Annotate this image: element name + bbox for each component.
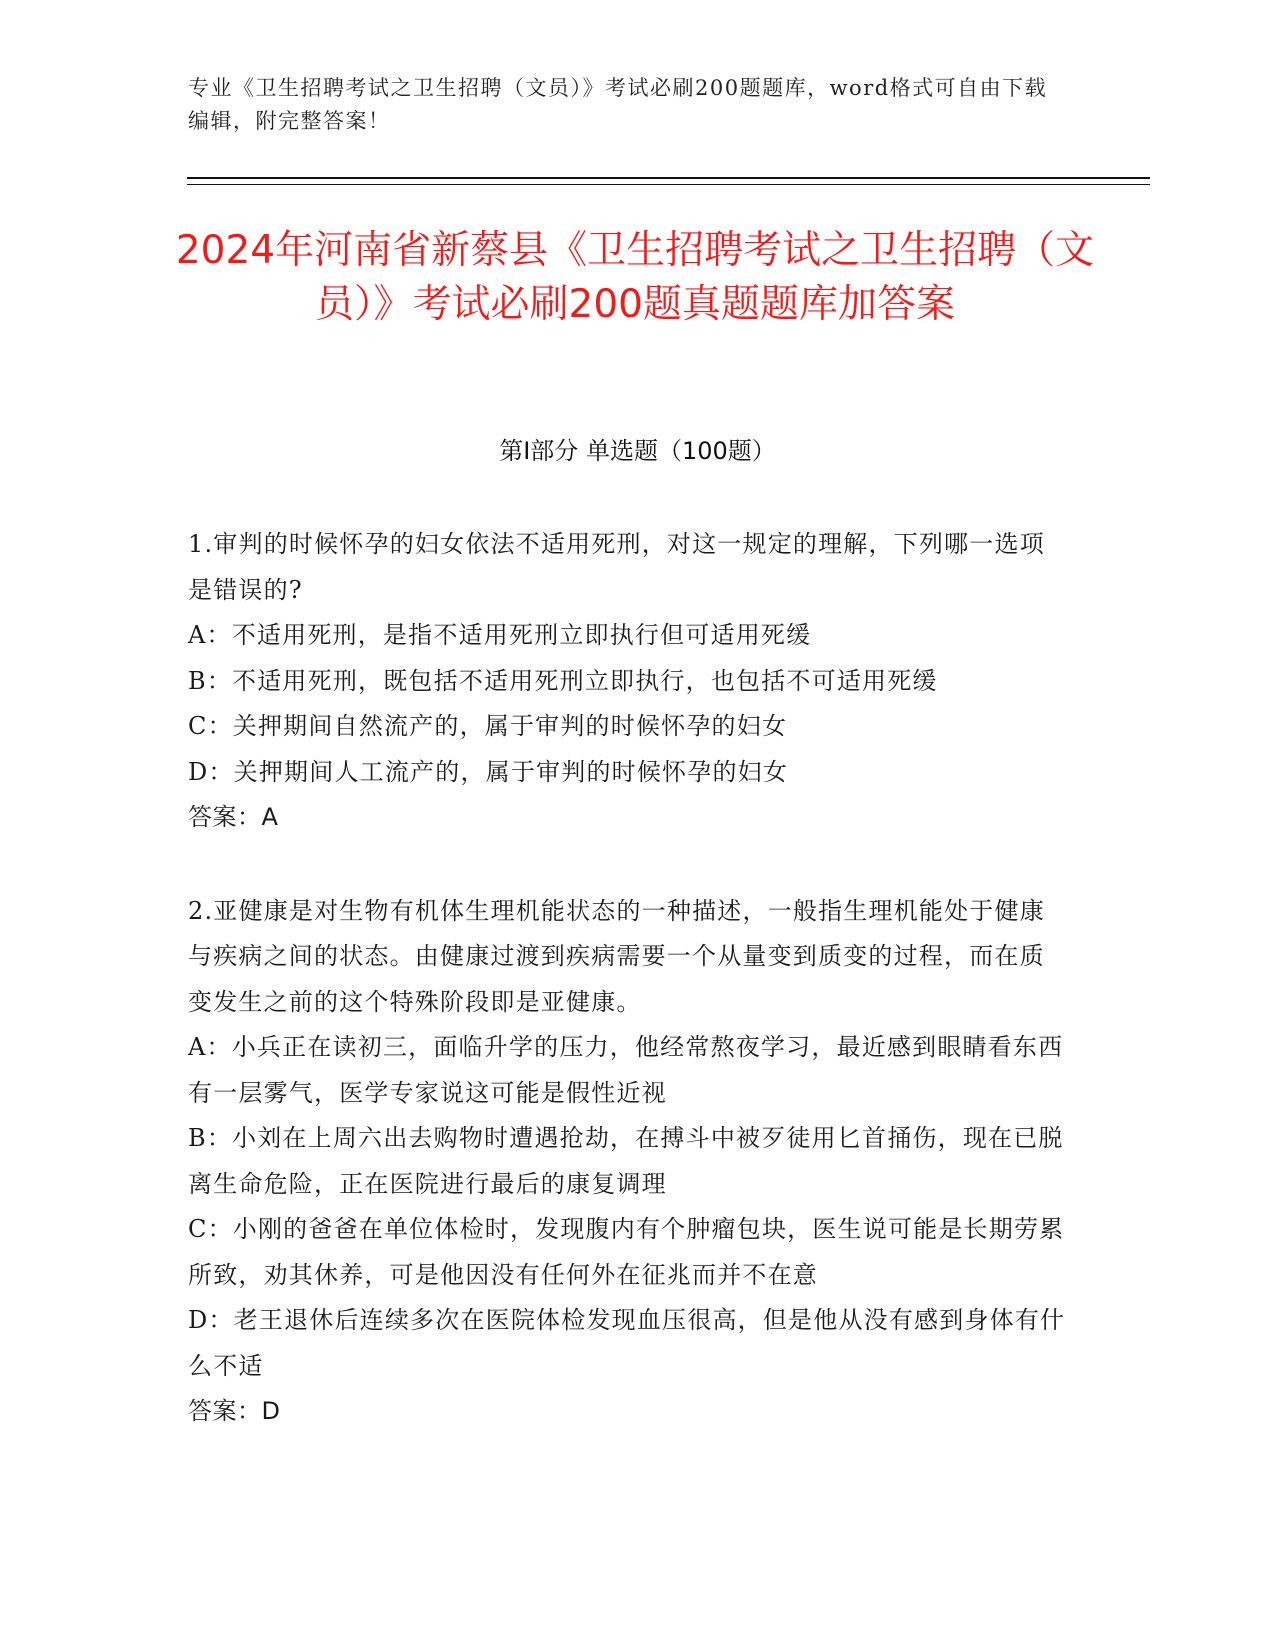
header-divider-thick — [187, 177, 1150, 179]
question-stem: 1.审判的时候怀孕的妇女依法不适用死刑，对这一规定的理解，下列哪一选项是错误的? — [188, 530, 1045, 604]
question-item — [188, 522, 1068, 841]
option-d: D：老王退休后连续多次在医院体检发现血压很高，但是他从没有感到身体有什么不适 — [188, 1306, 1066, 1380]
option-b: B：不适用死刑，既包括不适用死刑立即执行，也包括不可适用死缓 — [188, 666, 938, 695]
question-stem: 2.亚健康是对生物有机体生理机能状态的一种描述，一般指生理机能处于健康与疾病之间的状态。由健康过渡到疾病需要一个从量变到质变的过程，而在质变发生之前的这个特殊阶段即是亚健康。 — [188, 896, 1045, 1016]
question-item — [188, 889, 1068, 1435]
answer: 答案：A — [188, 803, 279, 831]
section-heading: 第I部分 单选题（100题） — [499, 437, 776, 465]
header-divider-thin — [187, 184, 1150, 185]
question-list — [188, 522, 1068, 1483]
document-title: 2024年河南省新蔡县《卫生招聘考试之卫生招聘（文员）》考试必刷200题真题题库加答案 — [175, 228, 1095, 328]
option-b: B：小刘在上周六出去购物时遭遇抢劫，在搏斗中被歹徒用匕首捅伤，现在已脱离生命危险，正在医院进行最后的康复调理 — [188, 1124, 1064, 1198]
option-c: C：关押期间自然流产的，属于审判的时候怀孕的妇女 — [188, 712, 788, 740]
option-c: C：小刚的爸爸在单位体检时，发现腹内有个肿瘤包块，医生说可能是长期劳累所致，劝其休养，可是他因没有任何外在征兆而并不在意 — [188, 1215, 1065, 1289]
option-a: A：小兵正在读初三，面临升学的压力，他经常熬夜学习，最近感到眼睛看东西有一层雾气，医学专家说这可能是假性近视 — [188, 1033, 1064, 1107]
option-a: A：不适用死刑，是指不适用死刑立即执行但可适用死缓 — [188, 621, 812, 649]
option-d: D：关押期间人工流产的，属于审判的时候怀孕的妇女 — [188, 757, 789, 786]
answer: 答案：D — [188, 1397, 281, 1425]
header-note: 专业《卫生招聘考试之卫生招聘（文员）》考试必刷200题题库，word格式可自由下载编辑，附完整答案！ — [188, 76, 1048, 133]
